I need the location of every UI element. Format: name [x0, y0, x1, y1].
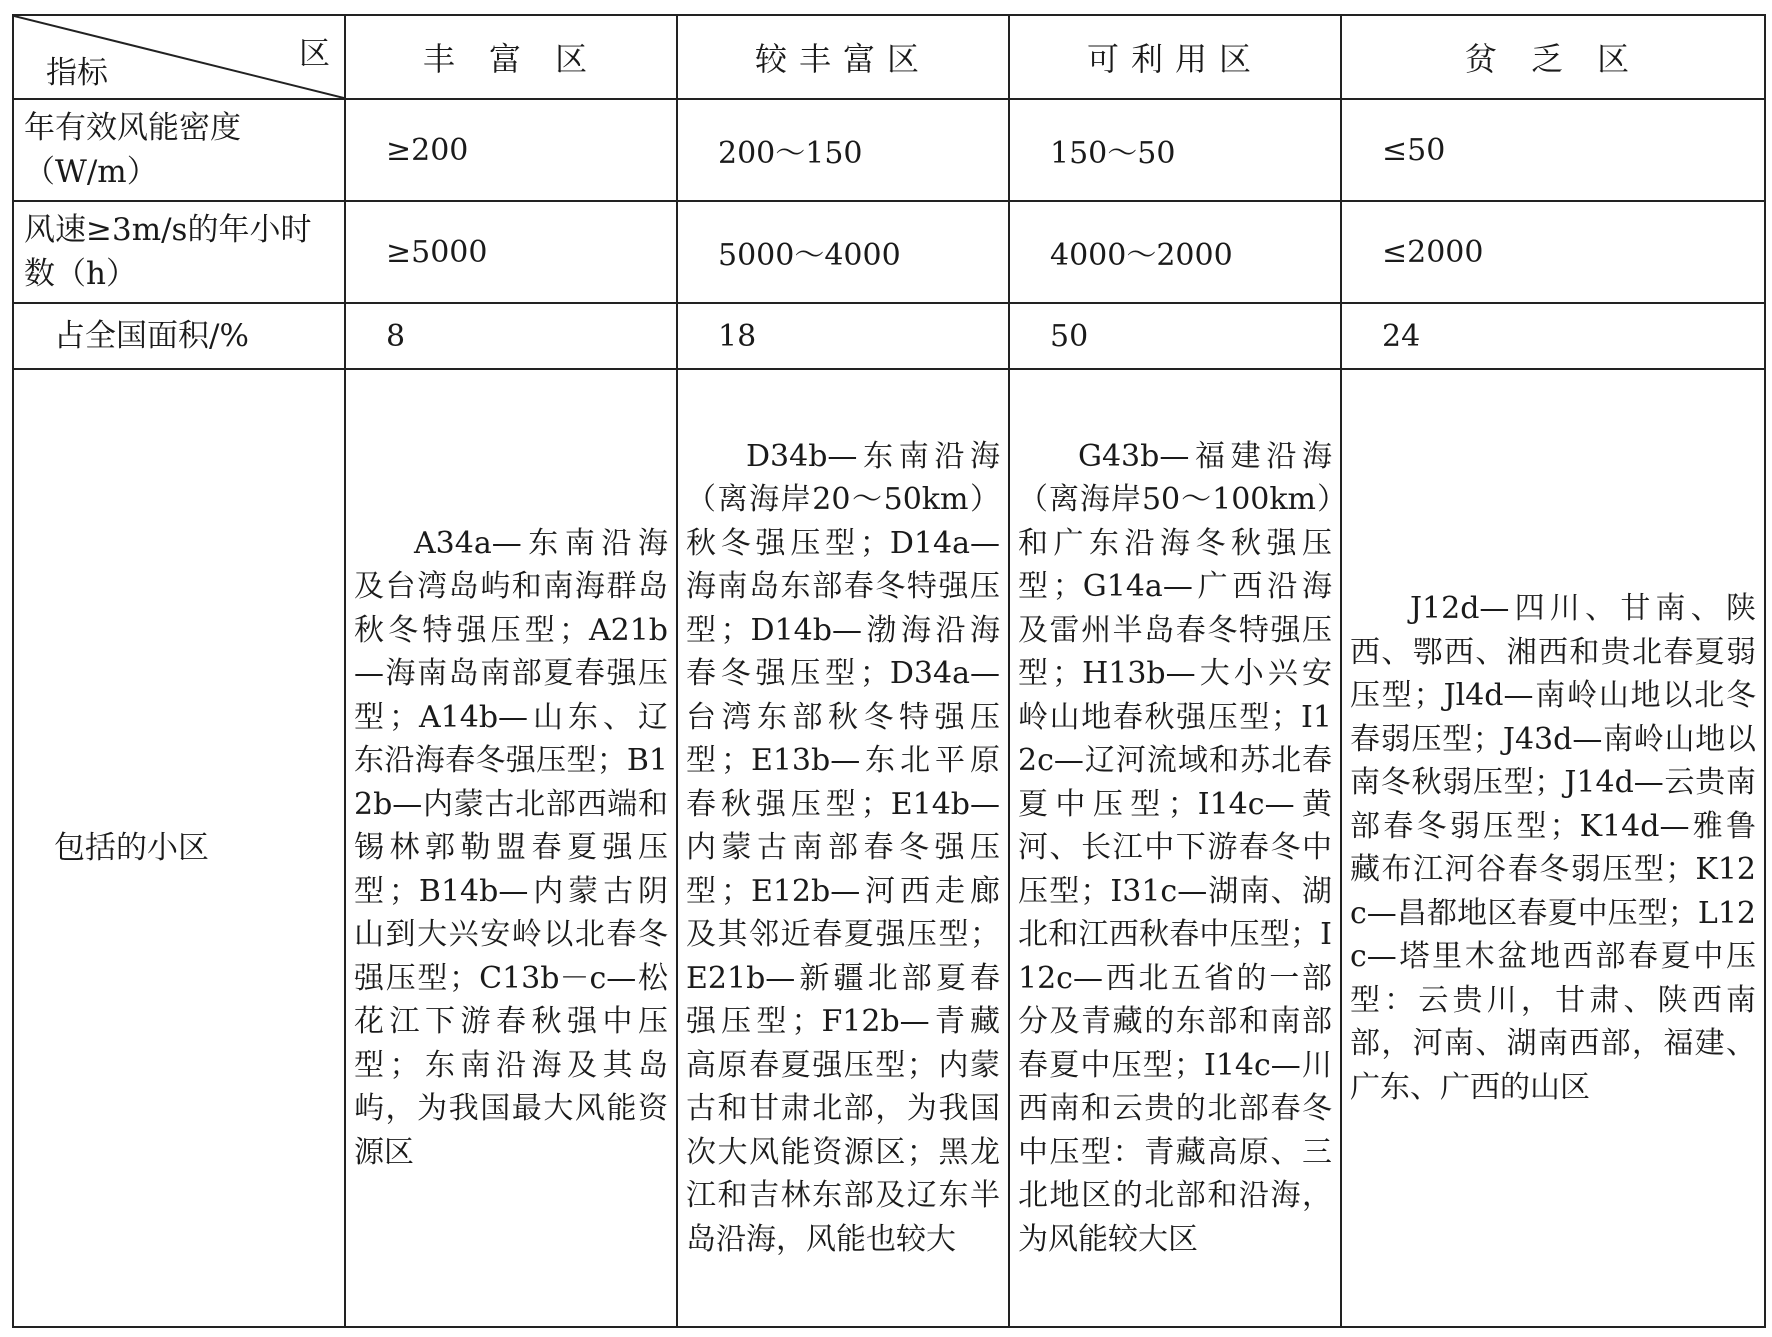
table-cell: 5000～4000 [677, 201, 1009, 303]
header-row [13, 15, 1765, 99]
table-cell: 200～150 [677, 99, 1009, 201]
table-row [13, 201, 1765, 303]
column-header-poor: 贫 乏 区 [1341, 15, 1765, 99]
table-row [13, 99, 1765, 201]
subregion-cell-fairly-rich [677, 369, 1009, 1327]
row-label-wind-hours: 风速≥3m/s的年小时数（h） [13, 201, 345, 303]
subregion-text: G43b—福建沿海（离海岸50～100km）和广东沿海冬秋强压型；G14a—广西沿海及雷州半岛春冬特强压型；H13b—大小兴安岭山地春秋强压型；I12c—辽河流域和苏北春夏中压型；I14c—黄河、长江中下游春冬中压型；I31c—湖南、湖北和江西秋春中压型；I12c—西北五省的一部分及青藏的东部和南部春夏中压型；I14c—川西南和云贵的北部春冬中压型：青藏高原、三北地区的北部和沿海，为风能较大区 [1018, 438, 1332, 1257]
row-label-area-share: 占全国面积/% [13, 303, 345, 369]
wind-zone-table [12, 14, 1766, 1328]
table-cell: ≥5000 [345, 201, 677, 303]
table-cell: 4000～2000 [1009, 201, 1341, 303]
table-cell: 150～50 [1009, 99, 1341, 201]
subregion-cell-poor [1341, 369, 1765, 1327]
corner-zone-label: 区 [299, 36, 330, 72]
table-cell: 50 [1009, 303, 1341, 369]
table-cell: 24 [1341, 303, 1765, 369]
subregion-text: J12d—四川、甘南、陕西、鄂西、湘西和贵北春夏弱压型；Jl4d—南岭山地以北冬春弱压型；J43d—南岭山地以南冬秋弱压型；J14d—云贵南部春冬弱压型；K14d—雅鲁藏布江河谷春冬弱压型；K12c—昌都地区春夏中压型；L12c—塔里木盆地西部春夏中压型：云贵川，甘肃、陕西南部，河南、湖南西部，福建、广东、广西的山区 [1350, 591, 1756, 1105]
column-header-fairly-rich: 较丰富区 [677, 15, 1009, 99]
column-header-rich: 丰 富 区 [345, 15, 677, 99]
table-cell: 18 [677, 303, 1009, 369]
subregion-cell-usable [1009, 369, 1341, 1327]
row-label-power-density: 年有效风能密度（W/m） [13, 99, 345, 201]
table-cell: ≥200 [345, 99, 677, 201]
table-row [13, 369, 1765, 1327]
table-row [13, 303, 1765, 369]
subregion-text: A34a—东南沿海及台湾岛屿和南海群岛秋冬特强压型；A21b—海南岛南部夏春强压型；A14b—山东、辽东沿海春冬强压型；B12b—内蒙古北部西端和锡林郭勒盟春夏强压型；B14b—内蒙古阴山到大兴安岭以北春冬强压型；C13b－c—松花江下游春秋强中压型；东南沿海及其岛屿，为我国最大风能资源区 [354, 525, 668, 1170]
table-cell: ≤50 [1341, 99, 1765, 201]
corner-header-cell [13, 15, 345, 99]
corner-indicator-label: 指标 [46, 55, 108, 91]
subregion-text: D34b—东南沿海（离海岸20～50km）秋冬强压型；D14a—海南岛东部春冬特强压型；D14b—渤海沿海春冬强压型；D34a—台湾东部秋冬特强压型；E13b—东北平原春秋强压型；E14b—内蒙古南部春冬强压型；E12b—河西走廊及其邻近春夏强压型；E21b—新疆北部夏春强压型；F12b—青藏高原春夏强压型；内蒙古和甘肃北部，为我国次大风能资源区；黑龙江和吉林东部及辽东半岛沿海，风能也较大 [686, 438, 1000, 1257]
table-cell: 8 [345, 303, 677, 369]
row-label-subregions: 包括的小区 [13, 369, 345, 1327]
subregion-cell-rich [345, 369, 677, 1327]
column-header-usable: 可利用区 [1009, 15, 1341, 99]
table-cell: ≤2000 [1341, 201, 1765, 303]
